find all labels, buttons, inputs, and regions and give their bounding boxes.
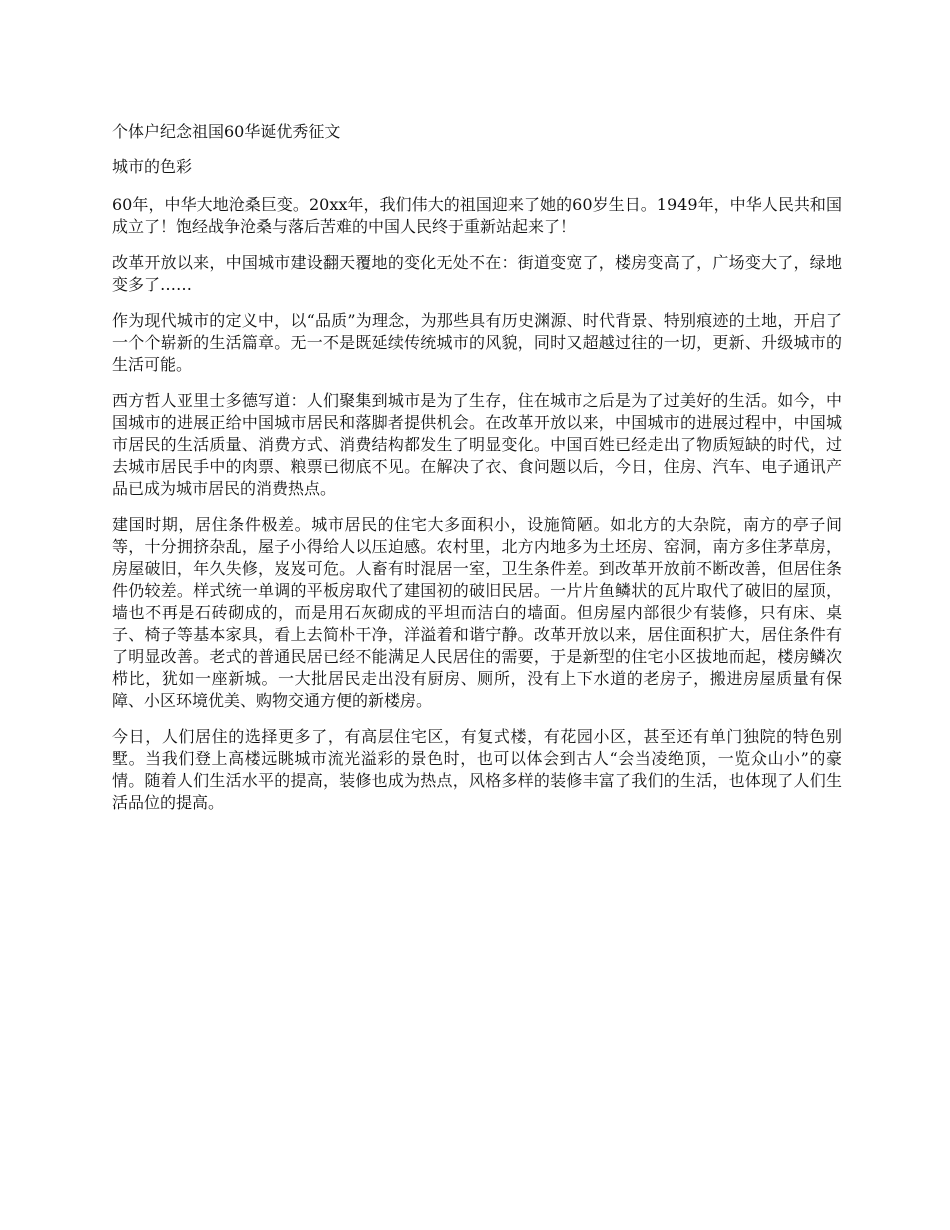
- paragraph-6: 今日，人们居住的选择更多了，有高层住宅区，有复式楼，有花园小区，甚至还有单门独院的特色别墅。当我们登上高楼远眺城市流光溢彩的景色时，也可以体会到古人“会当凌绝顶，一览众山小”的豪情。随着人们生活水平的提高，装修也成为热点，风格多样的装修丰富了我们的生活，也体现了人们生活品位的提高。: [112, 727, 842, 812]
- paragraph-4: 西方哲人亚里士多德写道：人们聚集到城市是为了生存，住在城市之后是为了过美好的生活。如今，中国城市的进展正给中国城市居民和落脚者提供机会。在改革开放以来，中国城市的进展过程中，中国城市居民的生活质量、消费方式、消费结构都发生了明显变化。中国百姓已经走出了物质短缺的时代，过去城市居民手中的肉票、粮票已彻底不见。在解决了衣、食问题以后，今日，住房、汽车、电子通讯产品已成为城市居民的消费热点。: [112, 391, 842, 498]
- document-subtitle: 城市的色彩: [112, 157, 193, 176]
- paragraph-5: 建国时期，居住条件极差。城市居民的住宅大多面积小，设施简陋。如北方的大杂院，南方的亭子间等，十分拥挤杂乱，屋子小得给人以压迫感。农村里，北方内地多为土坯房、窑洞，南方多住茅草房，房屋破旧，年久失修，岌岌可危。人畜有时混居一室，卫生条件差。到改革开放前不断改善，但居住条件仍较差。样式统一单调的平板房取代了建国初的破旧民居。一片片鱼鳞状的瓦片取代了破旧的屋顶，墙也不再是石砖砌成的，而是用石灰砌成的平坦而洁白的墙面。但房屋内部很少有装修，只有床、桌子、椅子等基本家具，看上去简朴干净，洋溢着和谐宁静。改革开放以来，居住面积扩大，居住条件有了明显改善。老式的普通民居已经不能满足人民居住的需要，于是新型的住宅小区拔地而起，楼房鳞次栉比，犹如一座新城。一大批居民走出没有厨房、厕所，没有上下水道的老房子，搬进房屋质量有保障、小区环境优美、购物交通方便的新楼房。: [112, 515, 842, 710]
- paragraph-1: 60年，中华大地沧桑巨变。20xx年，我们伟大的祖国迎来了她的60岁生日。1949年，中华人民共和国成立了！饱经战争沧桑与落后苦难的中国人民终于重新站起来了！: [112, 195, 842, 236]
- paragraph-3: 作为现代城市的定义中，以“品质”为理念，为那些具有历史渊源、时代背景、特别痕迹的土地，开启了一个个崭新的生活篇章。无一不是既延续传统城市的风貌，同时又超越过往的一切，更新、升级城市的生活可能。: [112, 311, 842, 374]
- paragraph-2: 改革开放以来，中国城市建设翻天覆地的变化无处不在：街道变宽了，楼房变高了，广场变大了，绿地变多了……: [112, 253, 842, 294]
- document-page: [112, 121, 842, 828]
- document-title: 个体户纪念祖国60华诞优秀征文: [112, 122, 341, 141]
